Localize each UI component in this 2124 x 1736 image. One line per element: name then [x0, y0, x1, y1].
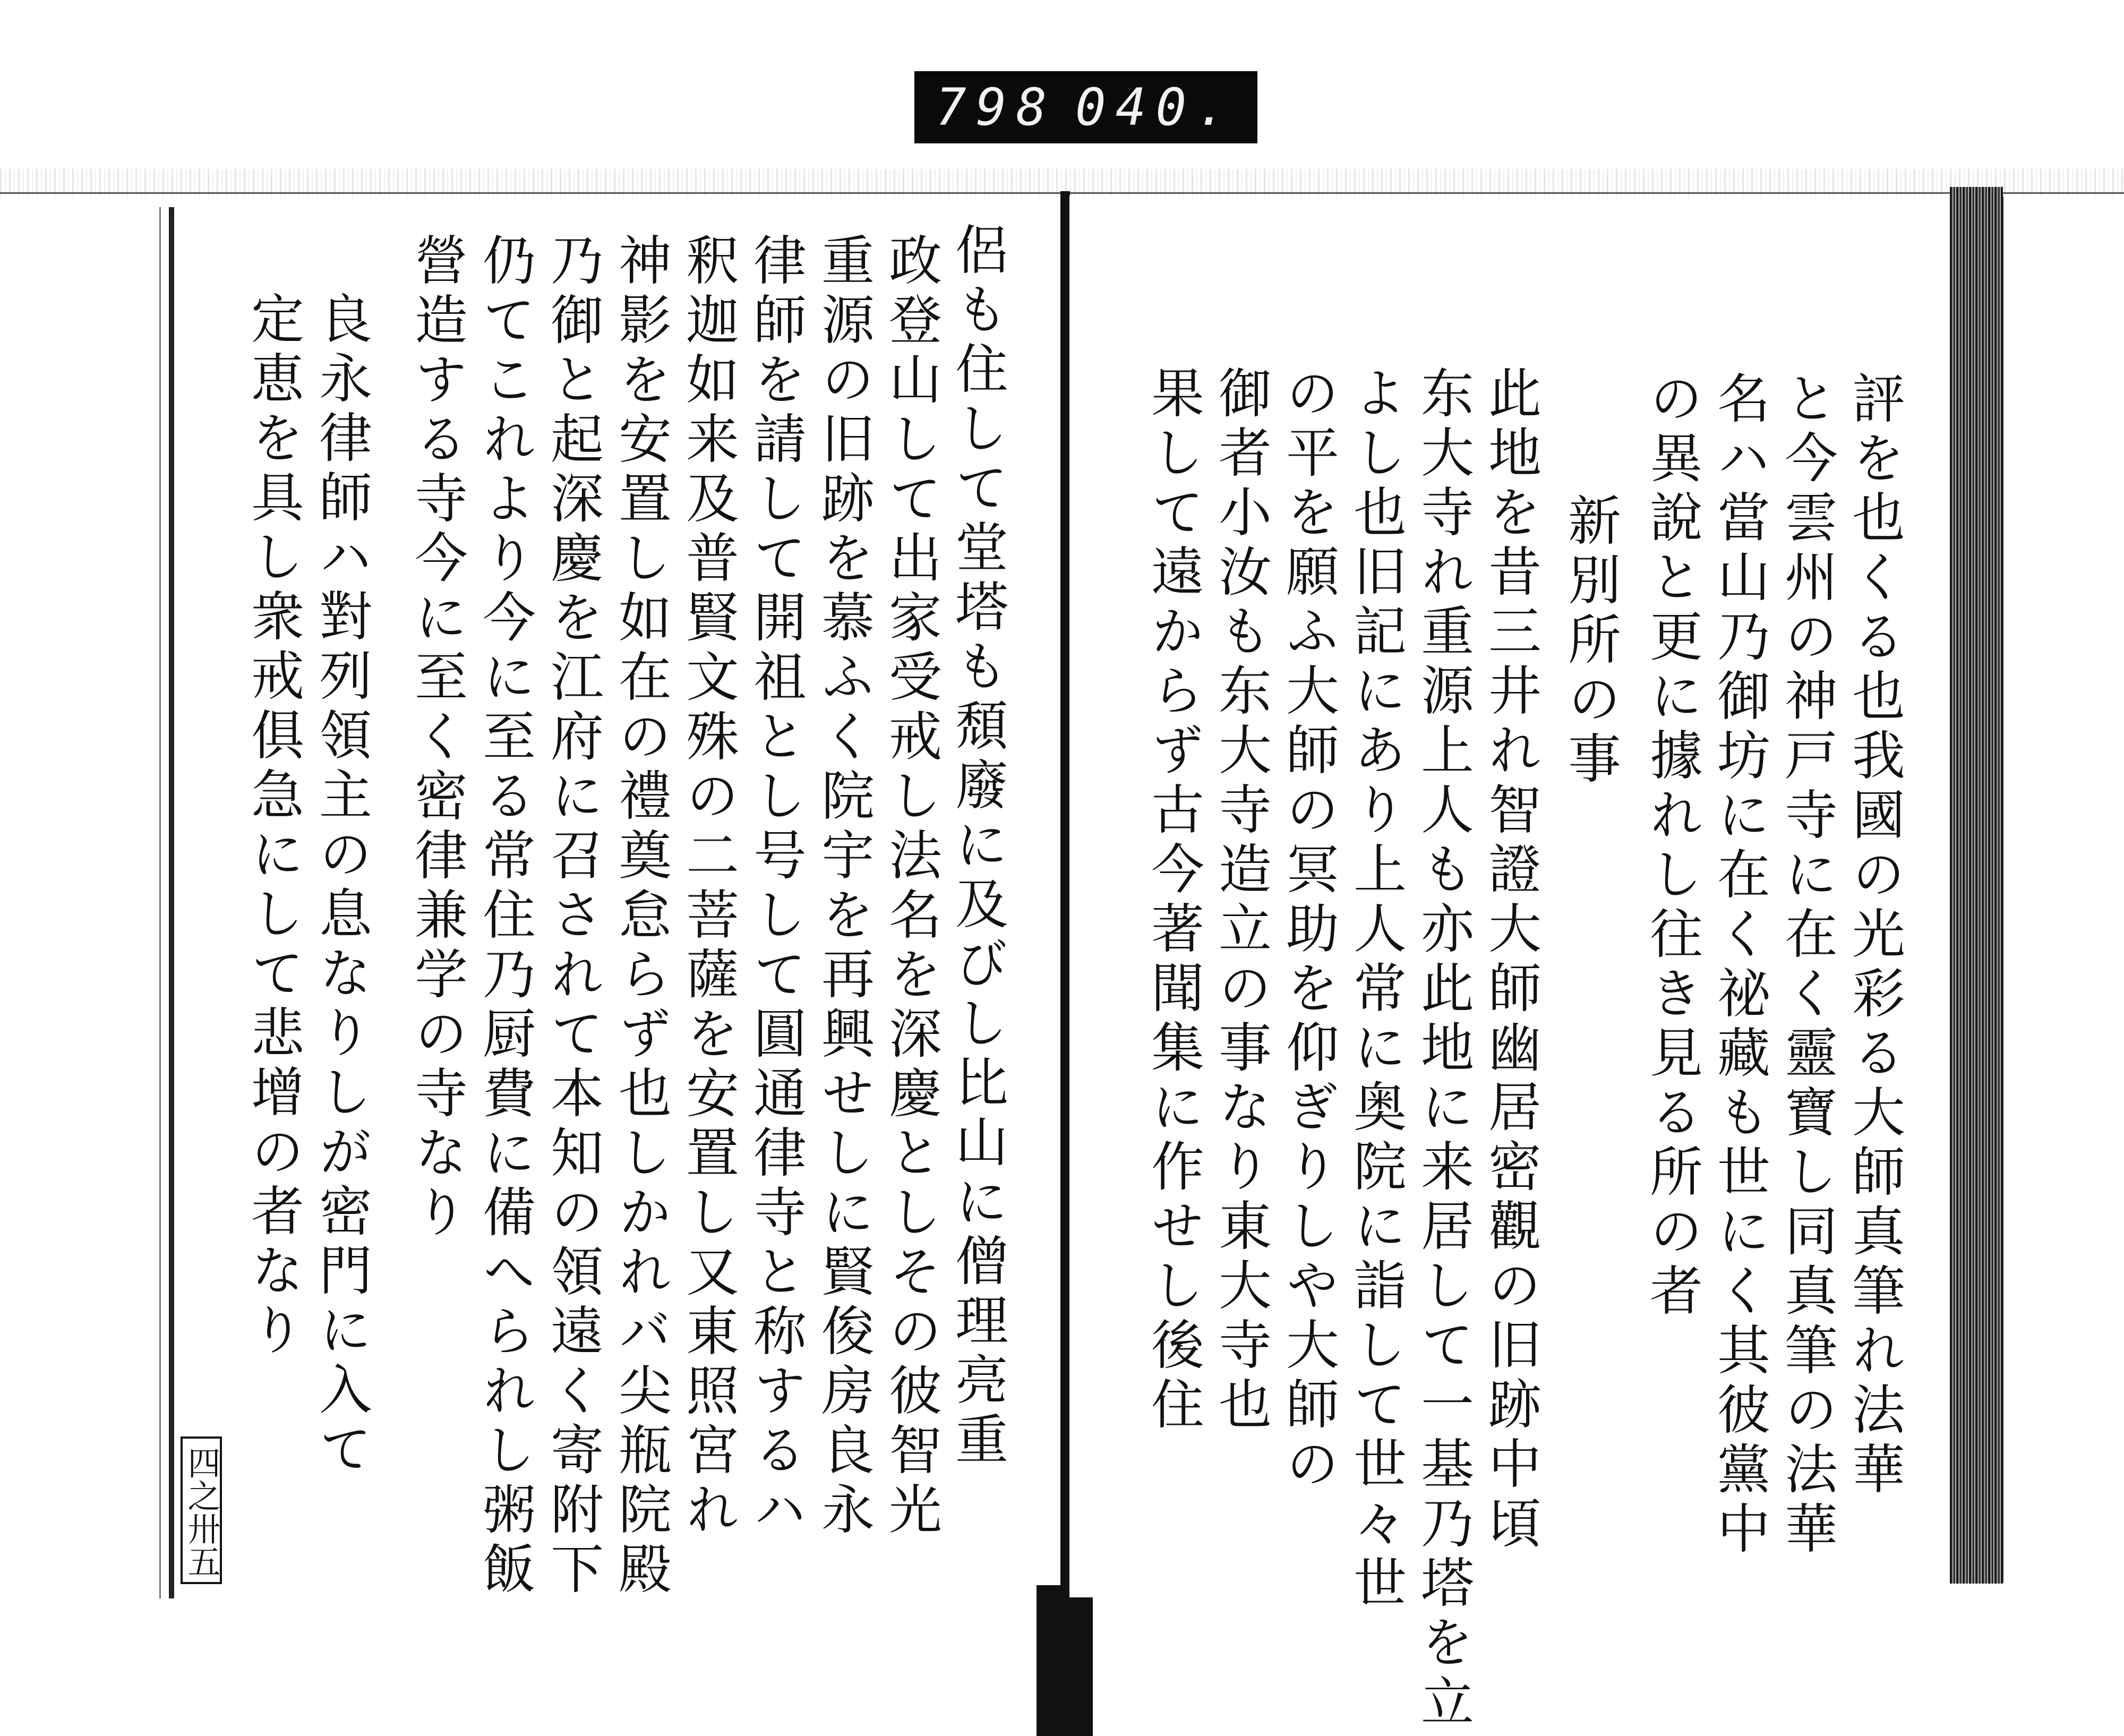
left-page: [170, 195, 1060, 1601]
page-edge-line: [2002, 196, 2003, 1583]
frame-number: 798: [936, 78, 1057, 137]
text-column: よし也旧記にあり上人常に奥院に詣して世々世: [1344, 365, 1407, 1614]
text-column: 东大寺れ重源上人も亦此地に来居して一基乃塔を立: [1412, 365, 1474, 1733]
spine-foot: [1037, 1585, 1093, 1736]
text-column: 名ハ當山乃御坊に在く祕藏も世にく其彼黨中: [1708, 371, 1770, 1560]
text-column: と今雲州の神戸寺に在く靈寶し同真筆の法華: [1776, 371, 1838, 1560]
page-number-box: 四之卅五: [181, 1436, 222, 1584]
text-column: 良永律師ハ對列領主の息なりしが密門に入て: [310, 291, 372, 1481]
text-column: 政登山して出家受戒し法名を深慶としその彼智光: [880, 233, 942, 1541]
section-heading: 新別所の事: [1559, 493, 1621, 790]
text-column: 侶も住して堂塔も頹廢に及びし比山に僧理亮重: [946, 222, 1008, 1471]
text-column: の平を願ふ大師の冥助を仰ぎりしや大師の: [1277, 365, 1339, 1495]
item-number: 040.: [1075, 78, 1236, 137]
text-column: の異說と更に據れし往き見る所の者: [1641, 371, 1703, 1322]
text-column: 定恵を具し衆戒俱急にして悲增の者なり: [242, 291, 304, 1362]
page-edge-stack: [1950, 187, 2003, 1584]
text-column: 仍てこれより今に至る常住乃厨費に備へられし粥飯: [474, 233, 536, 1601]
left-margin-rule-outer: [159, 207, 161, 1598]
text-column: 釈迦如来及普賢文殊の二菩薩を安置し又東照宮れ: [677, 233, 739, 1541]
text-column: 御者小汝も东大寺造立の事なり東大寺也: [1210, 365, 1272, 1436]
right-page: [1069, 195, 1951, 1733]
text-column: 律師を請して開祖とし号して圓通律寺と称するハ: [744, 233, 807, 1541]
left-margin-rule: [169, 207, 174, 1598]
text-column: 神影を安置し如在の禮奠怠らず也しかれバ尖瓶院殿: [610, 233, 672, 1601]
text-column: 乃御と起深慶を江府に召されて本知の領遠く寄附下: [542, 233, 604, 1601]
frame-counter: [914, 71, 1257, 143]
text-column: 果して遠からず古今著聞集に作せし後住: [1142, 365, 1204, 1436]
text-column: 此地を昔三井れ智證大師幽居密觀の旧跡中頃: [1479, 365, 1541, 1555]
text-column: 營造する寺今に至く密律兼学の寺なり: [406, 233, 468, 1244]
text-column: 評を也くる也我國の光彩る大師真筆れ法華: [1843, 371, 1905, 1501]
text-column: 重源の旧跡を慕ふく院宇を再興せしに賢俊房良永: [812, 233, 875, 1541]
book-spine: [1060, 191, 1070, 1593]
